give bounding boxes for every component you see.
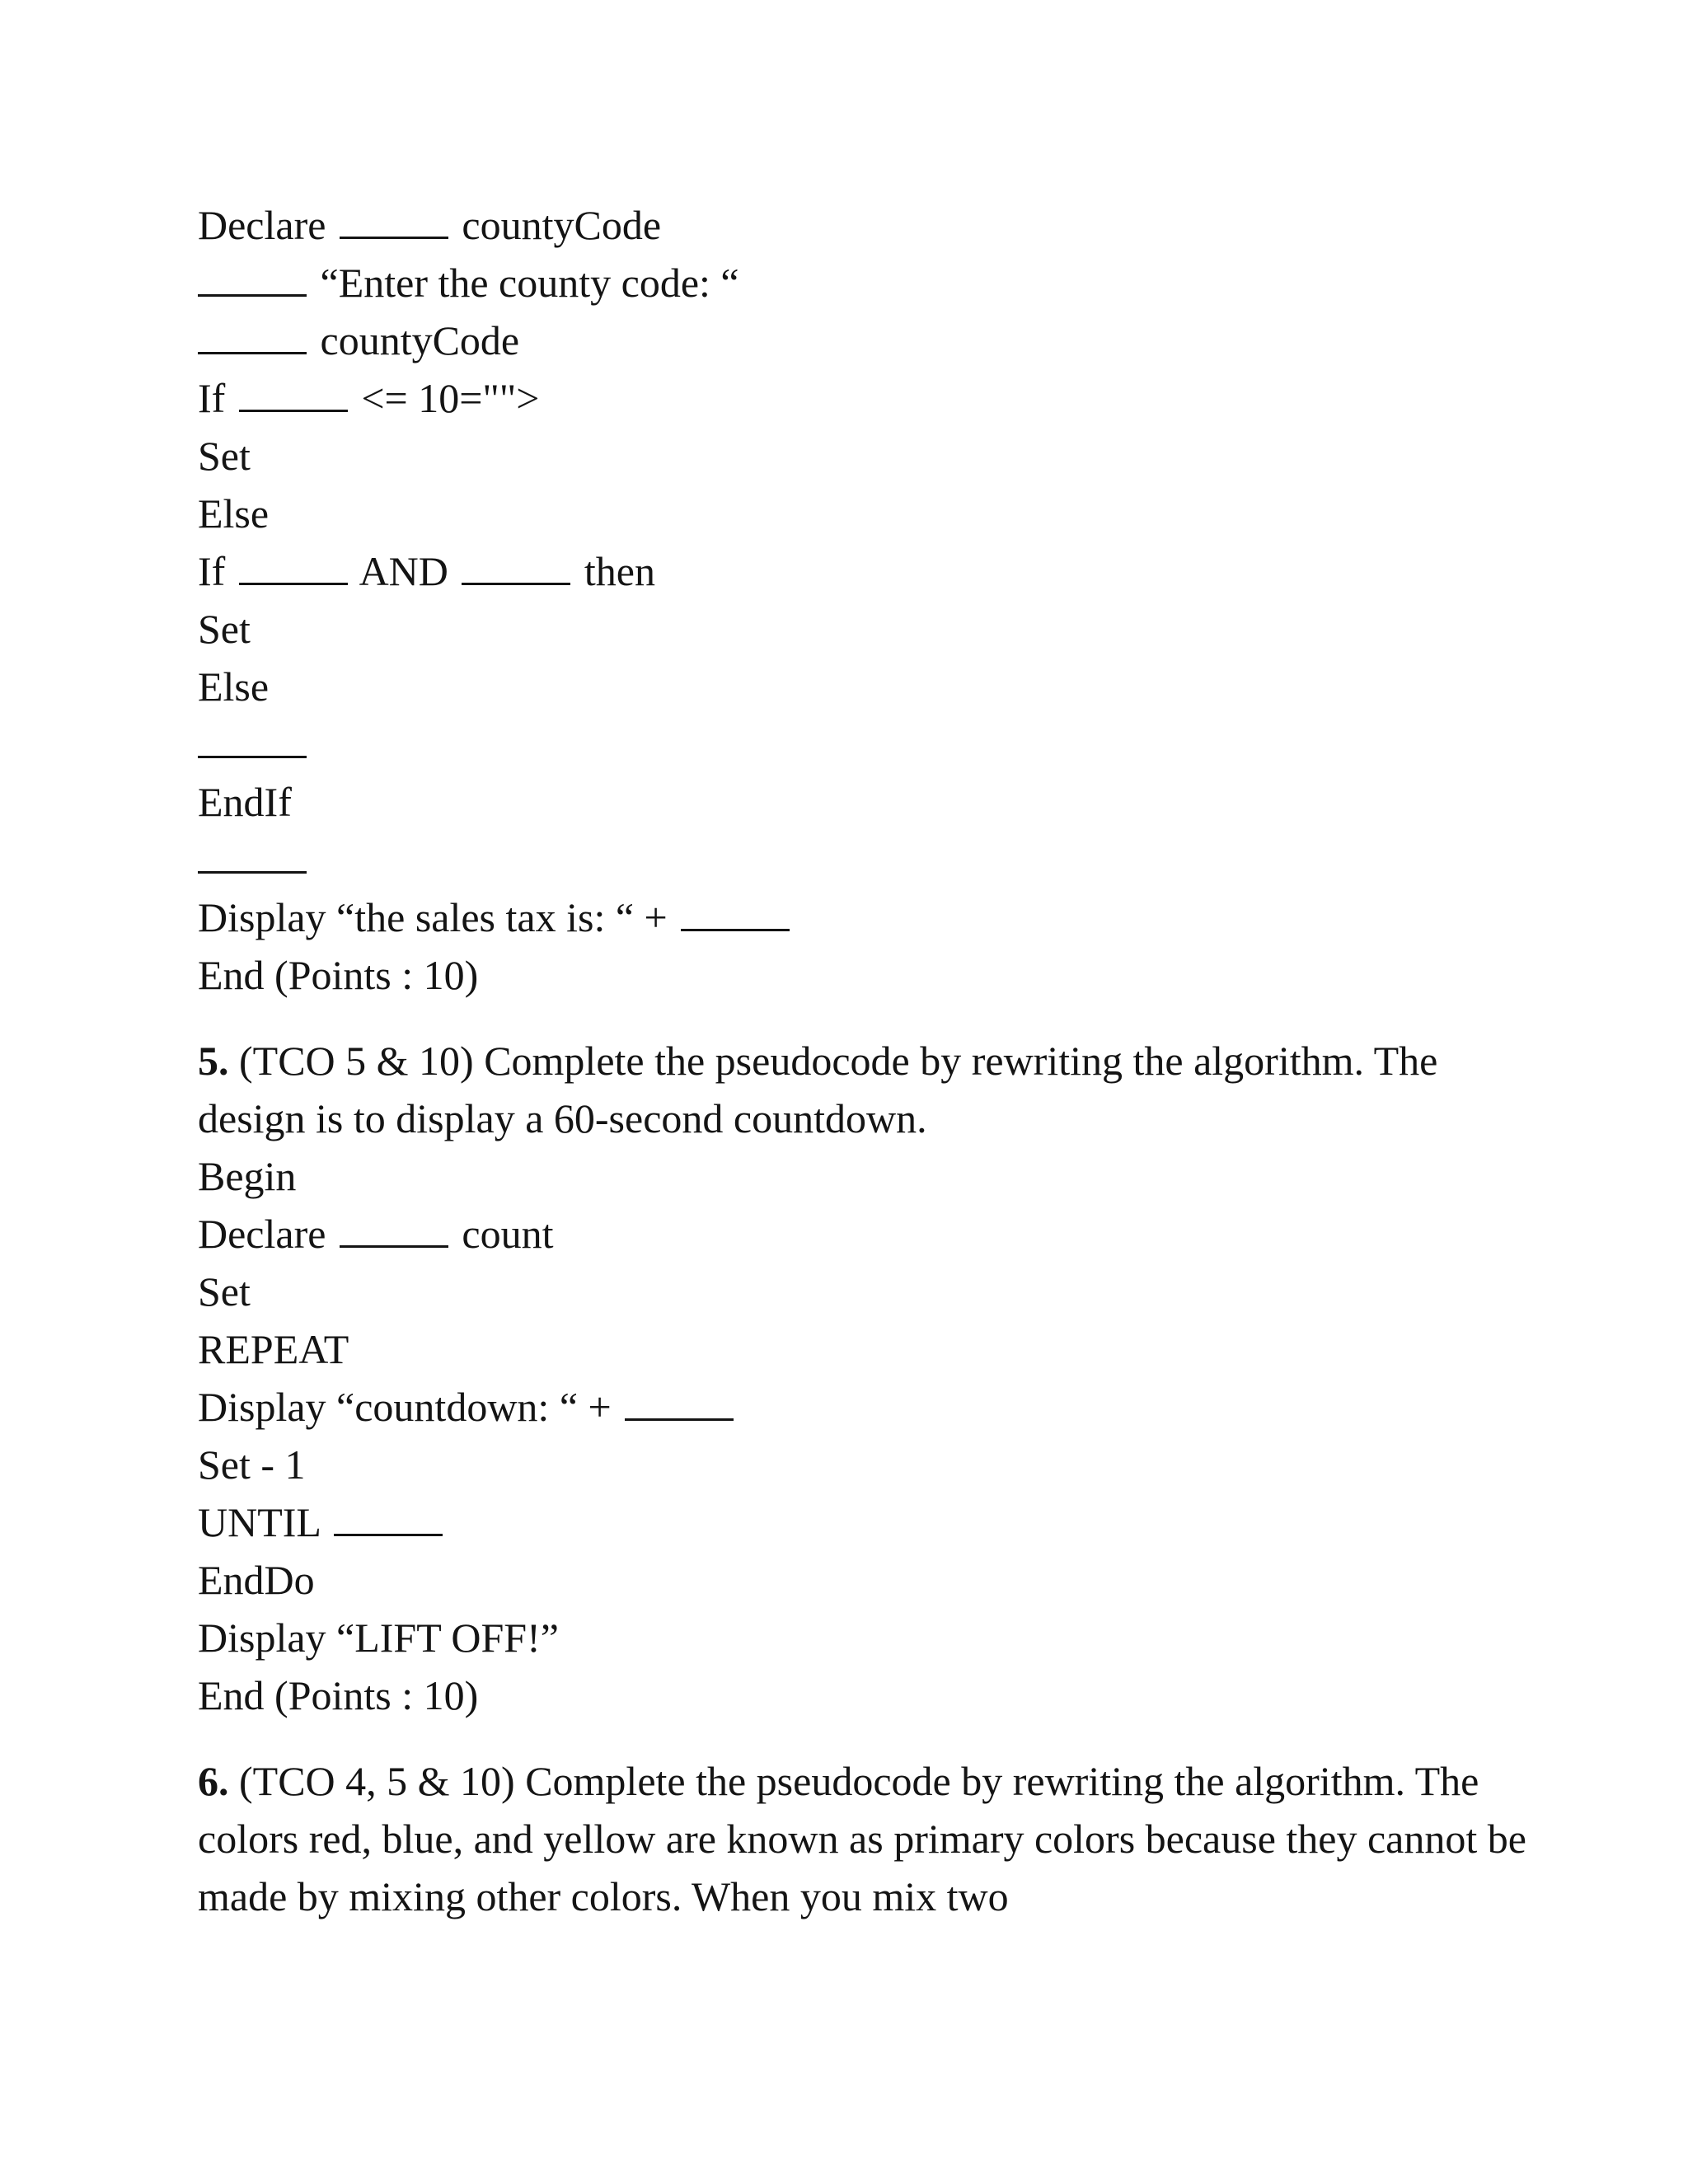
code-line bbox=[198, 369, 1533, 427]
code-line bbox=[198, 1493, 1533, 1551]
code-line: EndIf bbox=[198, 779, 292, 825]
code-line: Set bbox=[198, 606, 251, 652]
code-line bbox=[198, 1205, 1533, 1263]
fill-in-blank bbox=[198, 263, 307, 297]
spacer bbox=[198, 1724, 1533, 1752]
code-line: Else bbox=[198, 663, 270, 710]
fill-in-blank bbox=[239, 378, 348, 412]
fill-in-blank bbox=[334, 1502, 443, 1536]
code-line bbox=[198, 542, 1533, 600]
code-line bbox=[198, 1378, 1533, 1436]
code-line bbox=[198, 196, 1533, 254]
code-text: <= 10=""> bbox=[361, 375, 540, 421]
code-text: Display “countdown: “ + bbox=[198, 1384, 612, 1430]
code-line: End (Points : 10) bbox=[198, 952, 479, 998]
document-page bbox=[198, 196, 1533, 1925]
code-line bbox=[198, 254, 1533, 312]
question-6 bbox=[198, 1752, 1533, 1925]
code-line bbox=[198, 888, 1533, 946]
fill-in-blank bbox=[198, 724, 307, 758]
code-line: Set bbox=[198, 433, 251, 479]
fill-in-blank bbox=[239, 551, 348, 585]
code-text: If bbox=[198, 375, 226, 421]
question-text: (TCO 5 & 10) Complete the pseudocode by rewriting the algorithm. The design is to display a 60-second countdown. bbox=[198, 1038, 1438, 1141]
code-line: Begin bbox=[198, 1153, 297, 1199]
code-text: countyCode bbox=[462, 202, 662, 248]
fill-in-blank bbox=[625, 1387, 734, 1421]
fill-in-blank bbox=[198, 840, 307, 874]
spacer bbox=[198, 1004, 1533, 1032]
question-number: 5. bbox=[198, 1038, 229, 1084]
code-text: Display “the sales tax is: “ + bbox=[198, 894, 668, 940]
pseudocode-block-county bbox=[198, 196, 1533, 1004]
code-line bbox=[198, 312, 1533, 369]
code-line: EndDo bbox=[198, 1557, 315, 1603]
code-text: countyCode bbox=[320, 317, 520, 363]
code-line: Display “LIFT OFF!” bbox=[198, 1615, 559, 1661]
code-line bbox=[198, 831, 1533, 888]
code-text: AND bbox=[359, 548, 448, 594]
question-number: 6. bbox=[198, 1758, 229, 1804]
code-line: Set bbox=[198, 1268, 251, 1315]
code-text: Declare bbox=[198, 202, 326, 248]
fill-in-blank bbox=[462, 551, 570, 585]
fill-in-blank bbox=[681, 898, 790, 931]
code-line bbox=[198, 715, 1533, 773]
code-text: If bbox=[198, 548, 226, 594]
code-text: UNTIL bbox=[198, 1499, 321, 1545]
fill-in-blank bbox=[198, 321, 307, 354]
question-prompt bbox=[198, 1752, 1533, 1925]
code-text: “Enter the county code: “ bbox=[320, 260, 739, 306]
code-line: End (Points : 10) bbox=[198, 1672, 479, 1718]
code-text: count bbox=[462, 1211, 554, 1257]
fill-in-blank bbox=[340, 1214, 448, 1248]
question-prompt bbox=[198, 1032, 1533, 1147]
code-text: then bbox=[584, 548, 655, 594]
code-line: Else bbox=[198, 490, 270, 537]
code-line: Set - 1 bbox=[198, 1441, 306, 1488]
code-text: Declare bbox=[198, 1211, 326, 1257]
code-line: REPEAT bbox=[198, 1326, 349, 1372]
question-text: (TCO 4, 5 & 10) Complete the pseudocode by rewriting the algorithm. The colors red, blue, and yellow are known as primary colors because they cannot be made by mixing other colors. When you mix two bbox=[198, 1758, 1526, 1919]
question-5 bbox=[198, 1032, 1533, 1724]
fill-in-blank bbox=[340, 205, 448, 239]
